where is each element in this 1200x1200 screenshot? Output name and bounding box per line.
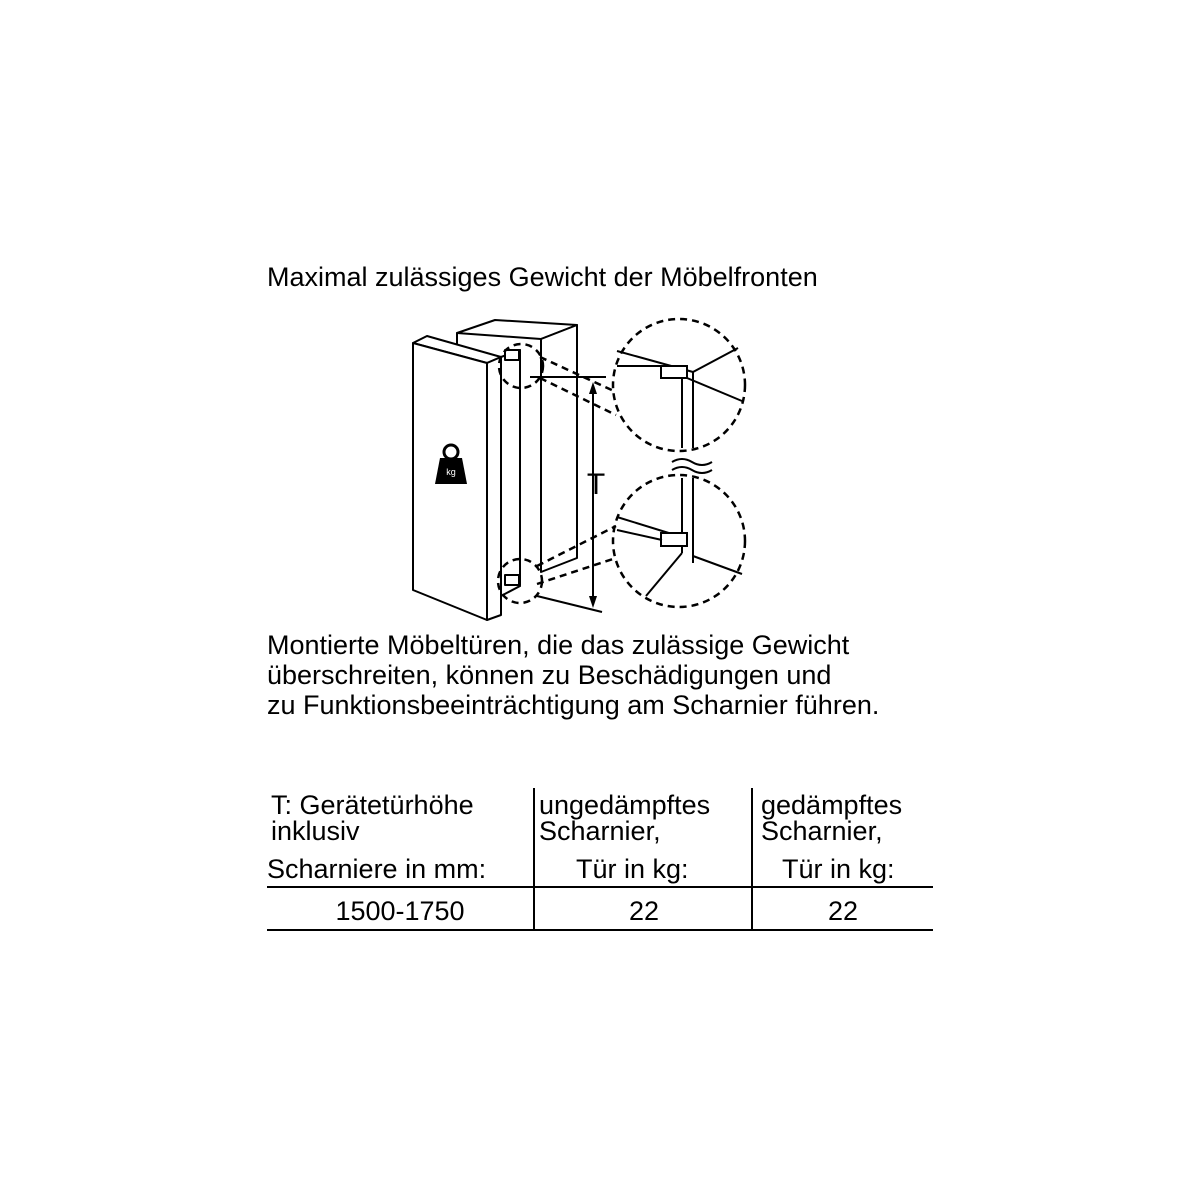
weight-icon-label: kg: [446, 467, 456, 477]
hinge-detail-bottom: [617, 478, 742, 596]
detail-circle-top: [613, 319, 745, 451]
table-divider-1: [533, 788, 535, 931]
warning-text: [267, 630, 879, 720]
header-col1-line1: T: Gerätetürhöhe: [271, 790, 474, 820]
warning-line: überschreiten, können zu Beschädigungen und: [267, 660, 832, 690]
header-col3-line1: gedämpftes: [761, 790, 903, 820]
page-title: Maximal zulässiges Gewicht der Möbelfronten: [267, 262, 818, 292]
header-col2-line1: ungedämpftes: [539, 790, 711, 820]
header-col2-line3: Tür in kg:: [576, 854, 689, 884]
warning-line: Montierte Möbeltüren, die das zulässige Gewicht: [267, 630, 850, 660]
row-undamped-weight: 22: [628, 896, 660, 926]
header-col2-line2: Scharnier,: [539, 816, 661, 846]
row-height-range: 1500-1750: [335, 896, 465, 926]
header-col3-line3: Tür in kg:: [782, 854, 895, 884]
header-col1-line2: inklusiv: [271, 816, 360, 846]
header-col3-line2: Scharnier,: [761, 816, 883, 846]
row-damped-weight: 22: [827, 896, 859, 926]
hinge-bottom: [505, 575, 519, 585]
dimension-label: T: [586, 468, 606, 501]
warning-line: zu Funktionsbeeinträchtigung am Scharnier führen.: [267, 690, 880, 720]
table-bottom-rule: [267, 929, 933, 931]
table-header-rule: [267, 886, 933, 888]
table-divider-2: [751, 788, 753, 931]
header-col1-line3: Scharniere in mm:: [267, 854, 487, 884]
hinge-top: [505, 350, 519, 360]
break-symbol: [672, 459, 712, 473]
